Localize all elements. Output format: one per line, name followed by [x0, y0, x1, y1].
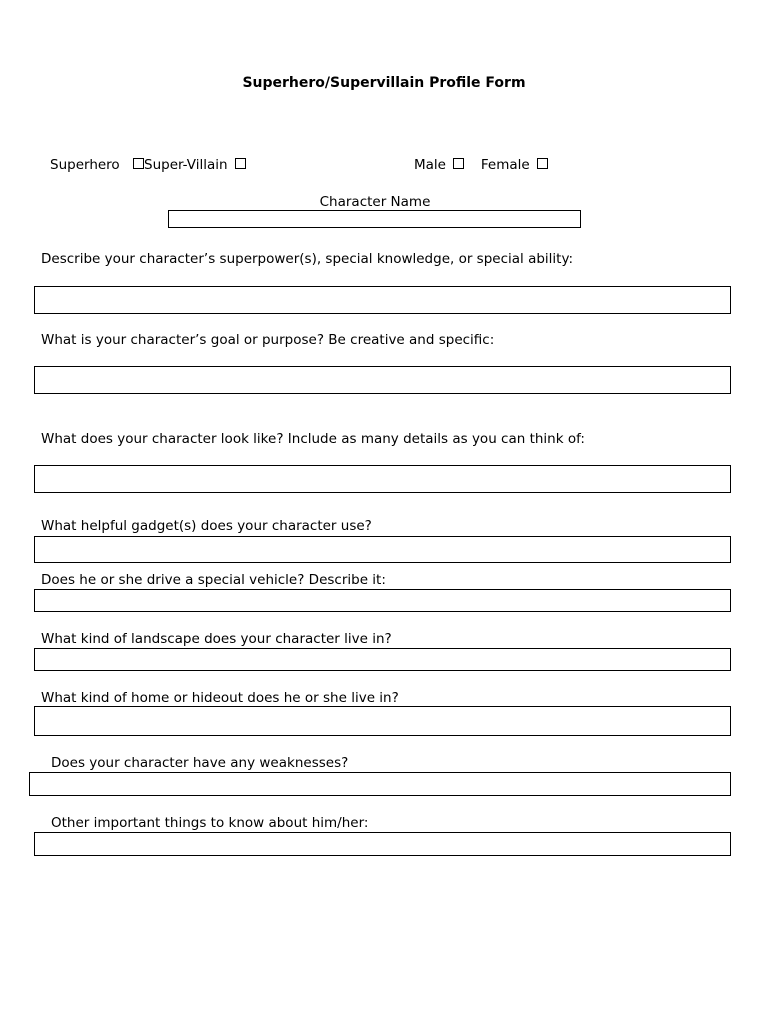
goal-input[interactable] — [34, 366, 731, 394]
question-gadgets: What helpful gadget(s) does your character use? — [41, 518, 372, 534]
superhero-label: Superhero — [50, 157, 120, 173]
female-label: Female — [480, 157, 530, 173]
question-appearance: What does your character look like? Include as many details as you can think of: — [41, 431, 585, 447]
gadgets-input[interactable] — [34, 536, 731, 563]
question-superpowers: Describe your character’s superpower(s), special knowledge, or special ability: — [41, 251, 574, 267]
supervillain-label: Super-Villain — [144, 157, 228, 173]
home-input[interactable] — [34, 706, 731, 736]
appearance-input[interactable] — [34, 465, 731, 493]
landscape-input[interactable] — [34, 648, 731, 671]
weaknesses-input[interactable] — [29, 772, 731, 796]
other-input[interactable] — [34, 832, 731, 856]
superpowers-input[interactable] — [34, 286, 731, 314]
character-name-label: Character Name — [319, 194, 431, 210]
male-checkbox[interactable] — [453, 158, 464, 169]
role-options — [50, 156, 246, 174]
question-weaknesses: Does your character have any weaknesses? — [51, 755, 349, 771]
character-name-input[interactable] — [168, 210, 581, 228]
gender-options — [414, 156, 548, 174]
female-checkbox[interactable] — [537, 158, 548, 169]
question-other: Other important things to know about him/her: — [51, 815, 369, 831]
form-title: Superhero/Supervillain Profile Form — [242, 75, 526, 91]
question-home: What kind of home or hideout does he or she live in? — [41, 690, 399, 706]
male-label: Male — [414, 157, 446, 173]
superhero-checkbox[interactable] — [133, 158, 144, 169]
vehicle-input[interactable] — [34, 589, 731, 612]
question-landscape: What kind of landscape does your character live in? — [41, 631, 392, 647]
question-vehicle: Does he or she drive a special vehicle? Describe it: — [41, 572, 386, 588]
question-goal: What is your character’s goal or purpose? Be creative and specific: — [41, 332, 495, 348]
supervillain-checkbox[interactable] — [235, 158, 246, 169]
